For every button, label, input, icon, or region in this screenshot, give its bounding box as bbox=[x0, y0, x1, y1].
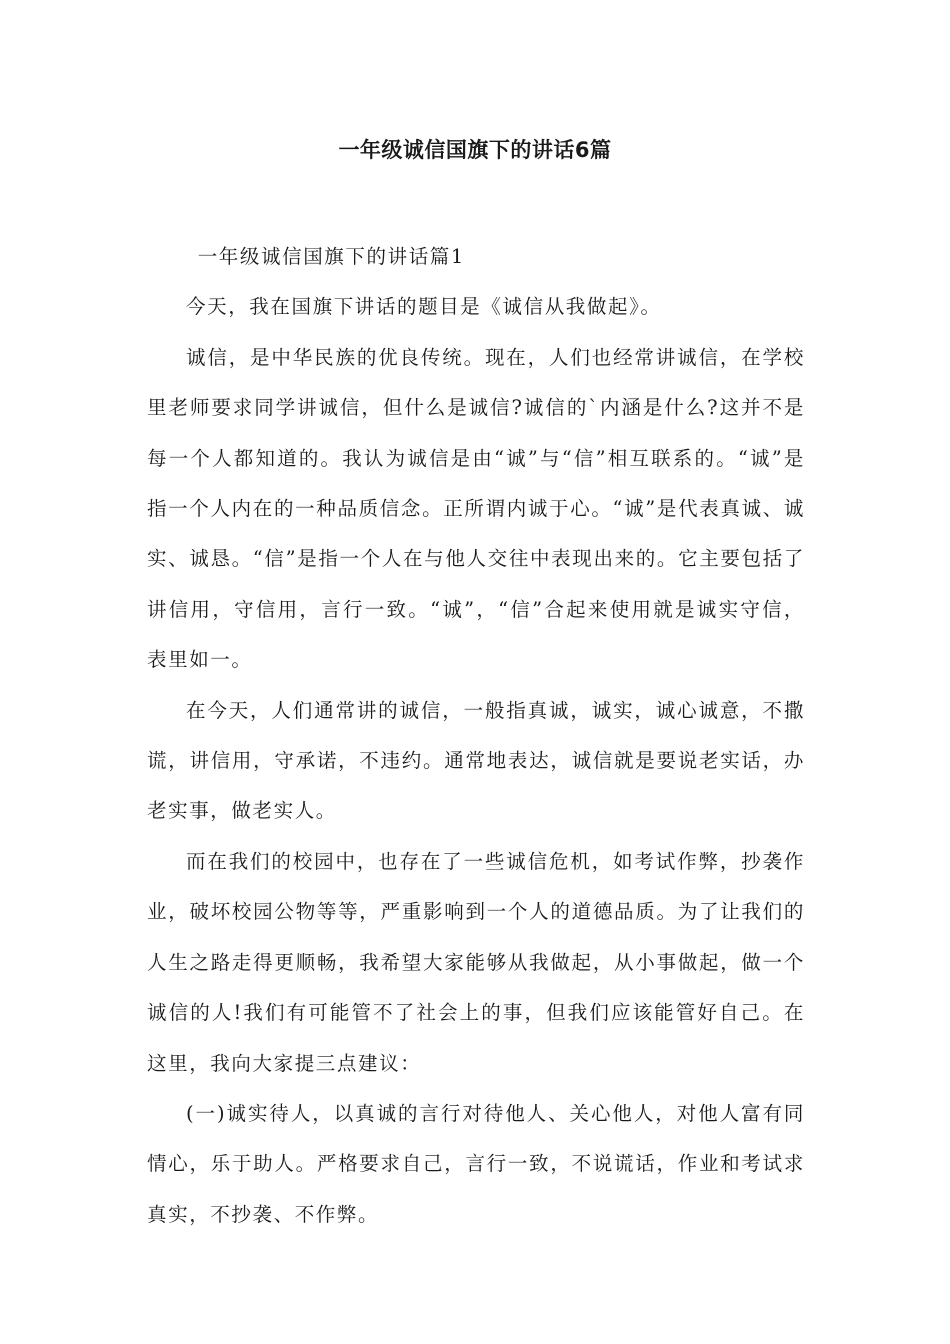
document-body bbox=[147, 232, 805, 1240]
paragraph-meaning: 在今天，人们通常讲的诚信，一般指真诚，诚实，诚心诚意，不撒谎，讲信用，守承诺，不违约。通常地表达，诚信就是要说老实话，办老实事，做老实人。 bbox=[147, 698, 805, 823]
paragraph-definition: 诚信，是中华民族的优良传统。现在，人们也经常讲诚信，在学校里老师要求同学讲诚信，但什么是诚信?诚信的`内涵是什么?这并不是每一个人都知道的。我认为诚信是由“诚”与“信”相互联系的。“诚”是指一个人内在的一种品质信念。正所谓内诚于心。“诚”是代表真诚、诚实、诚恳。“信”是指一个人在与他人交往中表现出来的。它主要包括了讲信用，守信用，言行一致。“诚”，“信”合起来使用就是诚实守信，表里如一。 bbox=[147, 345, 805, 672]
paragraph-topic: 今天，我在国旗下讲话的题目是《诚信从我做起》。 bbox=[186, 295, 662, 319]
paragraph-crisis: 而在我们的校园中，也存在了一些诚信危机，如考试作弊，抄袭作业，破坏校园公物等等，严重影响到一个人的道德品质。为了让我们的人生之路走得更顺畅，我希望大家能够从我做起，从小事做起，做一个诚信的人!我们有可能管不了社会上的事，但我们应该能管好自己。在这里，我向大家提三点建议： bbox=[147, 849, 805, 1075]
section-heading: 一年级诚信国旗下的讲话篇1 bbox=[197, 245, 465, 268]
document-title: 一年级诚信国旗下的讲话6篇 bbox=[338, 138, 612, 162]
paragraph-suggestion-1: (一)诚实待人，以真诚的言行对待他人、关心他人，对他人富有同情心，乐于助人。严格要求自己，言行一致，不说谎话，作业和考试求真实，不抄袭、不作弊。 bbox=[147, 1101, 805, 1226]
